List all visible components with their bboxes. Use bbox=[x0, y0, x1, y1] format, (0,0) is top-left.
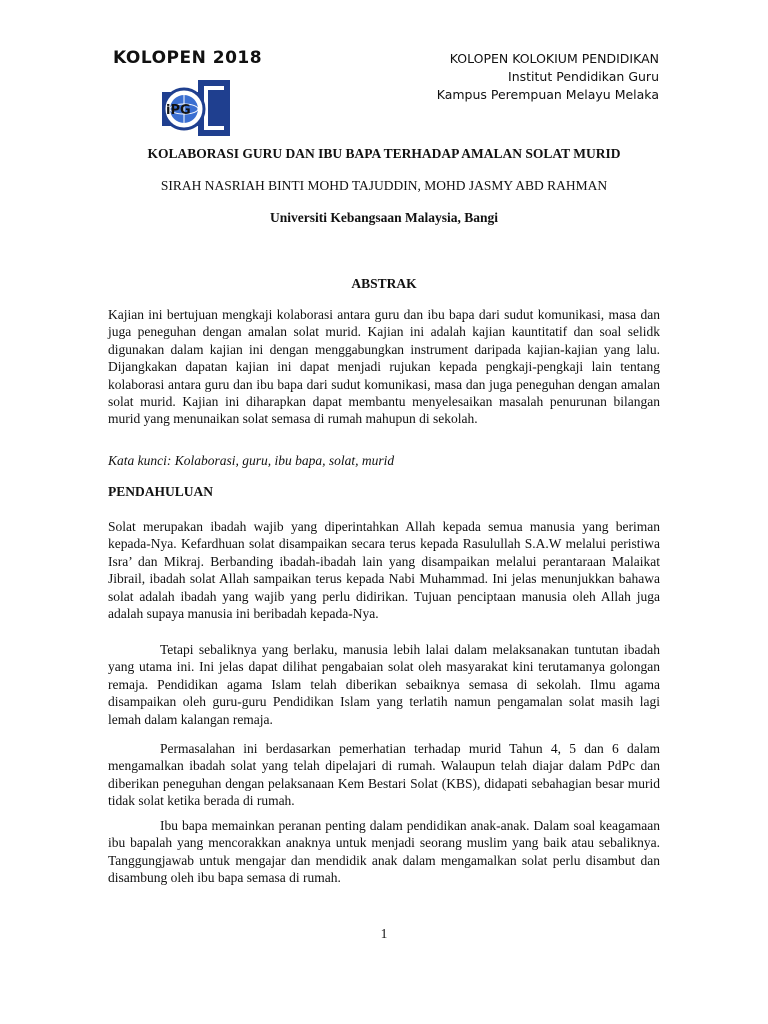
section-heading: PENDAHULUAN bbox=[108, 484, 214, 499]
paper-affiliation: Universiti Kebangsaan Malaysia, Bangi bbox=[269, 210, 499, 225]
institution-line: Kampus Perempuan Melayu Melaka bbox=[436, 87, 659, 102]
abstract-heading: ABSTRAK bbox=[351, 276, 417, 291]
paper-authors: SIRAH NASRIAH BINTI MOHD TAJUDDIN, MOHD JASMY ABD RAHMAN bbox=[160, 178, 608, 193]
logo-text: iPG bbox=[166, 103, 191, 118]
keywords: Kata kunci: Kolaborasi, guru, ibu bapa, solat, murid bbox=[108, 453, 395, 468]
body-paragraph: Permasalahan ini berdasarkan pemerhatian terhadap murid Tahun 4, 5 dan 6 dalam mengamalkan ibadah solat yang telah dipelajari di rumah. Walaupun telah diajar dalam PdPc dan diberikan peneguhan dengan pelaksanaan Kem Bestari Solat (KBS), didapati sebahagian besar murid tidak solat ketika berada di rumah. bbox=[108, 741, 660, 809]
abstract-text: Kajian ini bertujuan mengkaji kolaborasi antara guru dan ibu bapa dari sudut komunikasi, masa dan juga peneguhan dengan amalan solat murid. Kajian ini adalah kajian kauntitatif dan soal selidk digunakan dalam kajian ini dengan menggabungkan instrument daripada kajian-kajian yang lalu. Dijangkakan dapatan kajian ini dapat menjadi rujukan kepada pengkaji-pengkaji lain tentang kolaborasi antara guru dan ibu bapa dari sudut komunikasi, masa dan juga peneguhan dengan amalan solat murid. Kajian ini diharapkan dapat membantu menyelesaikan masalah penurunan bilangan murid yang menunaikan solat semasa di rumah mahupun di sekolah. bbox=[108, 307, 660, 427]
institution-block bbox=[437, 50, 659, 104]
ipg-logo bbox=[160, 78, 232, 138]
body-paragraph: Solat merupakan ibadah wajib yang diperintahkan Allah kepada semua manusia yang beriman kepada-Nya. Kefardhuan solat disampaikan secara terus kepada Rasulullah S.A.W melalui peristiwa Isra’ dan Mikraj. Berbanding ibadah-ibadah lain yang disampaikan melalui perantaraan Malaikat Jibrail, ibadah solat Allah sampaikan terus kepada Nabi Muhammad. Ini jelas menunjukkan bahawa solat adalah ibadah yang wajib yang perlu didirikan. Tujuan penciptaan manusia oleh Allah juga adalah supaya manusia ini beribadah kepada-Nya. bbox=[108, 519, 660, 622]
body-paragraph: Ibu bapa memainkan peranan penting dalam pendidikan anak-anak. Dalam soal keagamaan ibu bapalah yang mencorakkan anaknya untuk menjadi seorang muslim yang baik atau sebaliknya. Tanggungjawab untuk mengajar dan mendidik anak dalam mengamalkan solat perlu disambut dan disambung oleh ibu bapa semasa di rumah. bbox=[108, 818, 660, 886]
paper-title: KOLABORASI GURU DAN IBU BAPA TERHADAP AMALAN SOLAT MURID bbox=[147, 146, 621, 161]
body-paragraph: Tetapi sebaliknya yang berlaku, manusia lebih lalai dalam melaksanakan tuntutan ibadah yang utama ini. Ini jelas dapat dilihat pengabaian solat oleh masyarakat kini terutamanya golongan remaja. Pendidikan agama Islam telah diberikan sebaiknya semasa di sekolah. Ilmu agama disampaikan oleh guru-guru Pendidikan Islam yang terlatih namun pengamalan solat masih lagi lemah dalam kalangan remaja. bbox=[108, 642, 660, 727]
institution-line: Institut Pendidikan Guru bbox=[508, 69, 659, 84]
conference-brand: KOLOPEN 2018 bbox=[113, 48, 263, 68]
page-number: 1 bbox=[380, 926, 388, 941]
institution-line: KOLOPEN KOLOKIUM PENDIDIKAN bbox=[449, 51, 659, 66]
